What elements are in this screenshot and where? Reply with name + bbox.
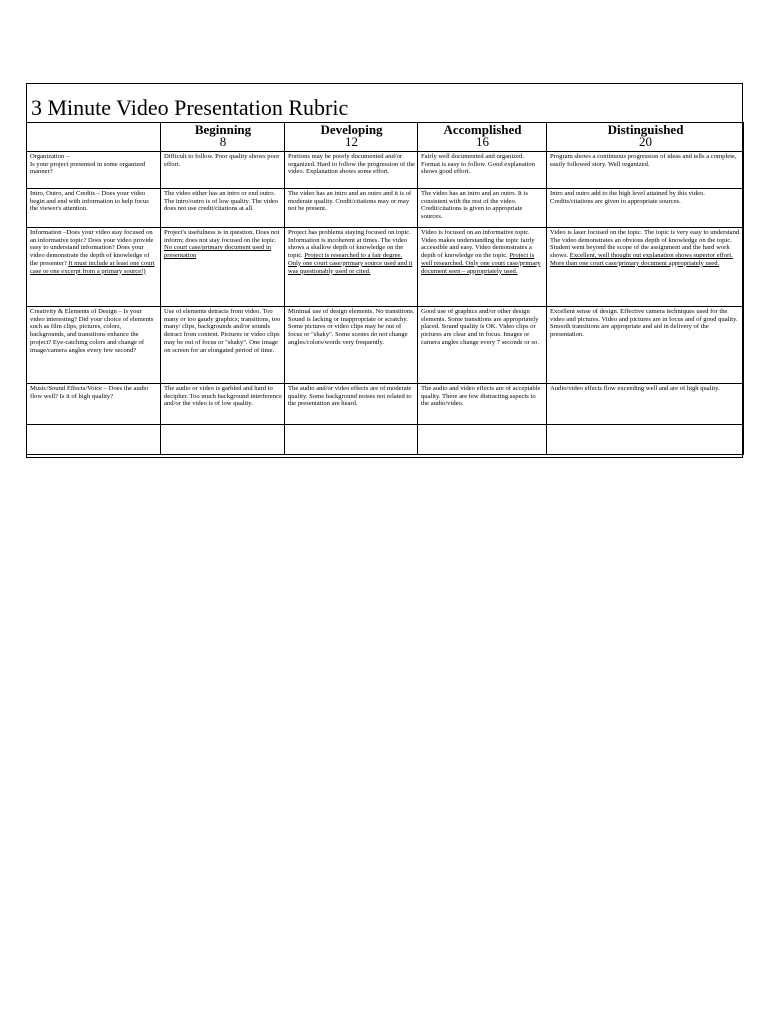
- empty-cell: [27, 425, 161, 455]
- distinguished-cell: Excellent sense of design. Effective camera techniques used for the video and pictures. Video and pictures are in focus and of good quality. Smooth transitions are appropriate and aid in delivery of the presentation.: [547, 307, 744, 384]
- empty-cell: [161, 425, 285, 455]
- developing-cell: [285, 228, 418, 307]
- document-title: 3 Minute Video Presentation Rubric: [31, 95, 349, 120]
- level-accomplished-header: [418, 123, 547, 152]
- table-row: [27, 228, 744, 307]
- developing-cell: Minimal use of design elements. No transitions. Sound is lacking or inappropriate or scratchy. Some pictures or video clips may be out of focus or "shaky". Some scenes do not change angles/colors/words very frequently.: [285, 307, 418, 384]
- criterion-cell: Creativity & Elements of Design – Is your video interesting? Did your choice of elements such as film clips, pictures, colors, backgrounds, and transitions enhance the project? Eye-catching colors and change of image/camera angles every few second?: [27, 307, 161, 384]
- level-name: Developing: [320, 122, 383, 137]
- level-distinguished-header: [547, 123, 744, 152]
- cell-underlined-text: Project is well researched. Only one court case/primary document seen – appropriately used.: [421, 252, 541, 275]
- level-points: 20: [639, 134, 652, 149]
- criterion-cell: Music/Sound Effects/Voice – Does the audio flow well? Is it of high quality?: [27, 384, 161, 425]
- table-row: [27, 189, 744, 228]
- beginning-cell: [161, 228, 285, 307]
- cell-underlined-text: Excellent, well thought out explanation shows superior effort. More than one court case/primary document appropriately used.: [550, 252, 733, 267]
- accomplished-cell: The audio and video effects are of acceptable quality. There are few distracting aspects to the audio/video.: [418, 384, 547, 425]
- beginning-cell: The video either has an intro or end outro. The intro/outro is of low quality. The video does not use credit/citations at all.: [161, 189, 285, 228]
- rubric-table: [26, 122, 744, 455]
- cell-text: Project's usefulness is in question. Does not inform; does not stay focused on the topic.: [164, 229, 280, 244]
- distinguished-cell: Program shows a continuous progression of ideas and tells a complete, easily followed story. Well organized.: [547, 152, 744, 189]
- cell-text: Video is focused on an informative topic. Video makes understanding the topic fairly accessible and easy. Video demonstrates a depth of knowledge on the topic.: [421, 229, 535, 260]
- cell-underlined-text: No court case/primary document used in presentation: [164, 244, 272, 260]
- level-points: 16: [476, 134, 489, 149]
- table-row: [27, 152, 744, 189]
- level-points: 12: [345, 134, 358, 149]
- level-name: Distinguished: [607, 122, 684, 137]
- cell-underlined-text: Project is researched to a fair degree. Only one court case/primary source used and it was questionably used or cited.: [288, 252, 413, 275]
- level-beginning-header: [161, 123, 285, 152]
- header-row: [27, 123, 744, 152]
- beginning-cell: Use of elements detracts from video. Too many or too gaudy graphics; transitions, too many/ clips, backgrounds and/or sounds detract from content. Pictures or video clips may be out of focus or "shaky". One image on screen for an elongated period of time.: [161, 307, 285, 384]
- developing-cell: The video has an intro and an outro and it is of moderate quality. Credit/citations may or may not be present.: [285, 189, 418, 228]
- table-row: [27, 307, 744, 384]
- table-row: [27, 384, 744, 425]
- rubric-page-frame: [26, 83, 743, 458]
- developing-cell: The audio and/or video effects are of moderate quality. Some background noises not related to the presentation are heard.: [285, 384, 418, 425]
- accomplished-cell: [418, 228, 547, 307]
- accomplished-cell: Good use of graphics and/or other design elements. Some transitions are appropriately placed. Sound quality is OK. Video clips or pictures are clear and in focus. Images or camera angles change every 7 seconds or so.: [418, 307, 547, 384]
- level-name: Beginning: [194, 122, 252, 137]
- level-name: Accomplished: [443, 122, 522, 137]
- level-developing-header: [285, 123, 418, 152]
- accomplished-cell: The video has an intro and an outro. It is consistent with the rest of the video. Credit/citations is given to appropriate sources.: [418, 189, 547, 228]
- criterion-cell: [27, 228, 161, 307]
- beginning-cell: Difficult to follow. Poor quality shows poor effort.: [161, 152, 285, 189]
- distinguished-cell: Audio/video effects flow exceeding well and are of high quality.: [547, 384, 744, 425]
- distinguished-cell: [547, 228, 744, 307]
- distinguished-cell: Intro and outro add to the high level attained by this video. Credits/citations are given to appropriate sources.: [547, 189, 744, 228]
- accomplished-cell: Fairly well documented and organized. Format is easy to follow. Good explanation shows good effort.: [418, 152, 547, 189]
- criterion-cell: Intro, Outro, and Credits – Does your video begin and end with information to help focus the viewer's attention.: [27, 189, 161, 228]
- cell-text: Video is laser focused on the topic. The topic is very easy to understand. The video demonstrates an obvious depth of knowledge on the topic. Student went beyond the scope of the assignment and the hard work shows.: [550, 229, 741, 260]
- criterion-text: Organization – Is your project presented in some organized manner?: [30, 153, 146, 176]
- beginning-cell: The audio or video is garbled and hard to decipher. Too much background interference and/or the video is of low quality.: [161, 384, 285, 425]
- empty-cell: [285, 425, 418, 455]
- developing-cell: Portions may be poorly documented and/or organized. Hard to follow the progression of the video. Explanation shows some effort.: [285, 152, 418, 189]
- empty-table-row: [27, 425, 744, 455]
- header-criterion-cell: [27, 123, 161, 152]
- empty-cell: [547, 425, 744, 455]
- cell-text: Project has problems staying focused on topic. Information is incoherent at times. The video shows a shallow depth of knowledge on the topic.: [288, 229, 411, 260]
- empty-cell: [418, 425, 547, 455]
- criterion-requirement-text: It must include at least one court case or one excerpt from a primary source!): [30, 259, 155, 275]
- criterion-text: Information –Does your video stay focused on an informative topic? Does your video provide easy to understand information? Does your video demonstrate the depth of knowledge of the presenter?: [30, 229, 154, 267]
- level-points: 8: [219, 134, 227, 149]
- criterion-cell: [27, 152, 161, 189]
